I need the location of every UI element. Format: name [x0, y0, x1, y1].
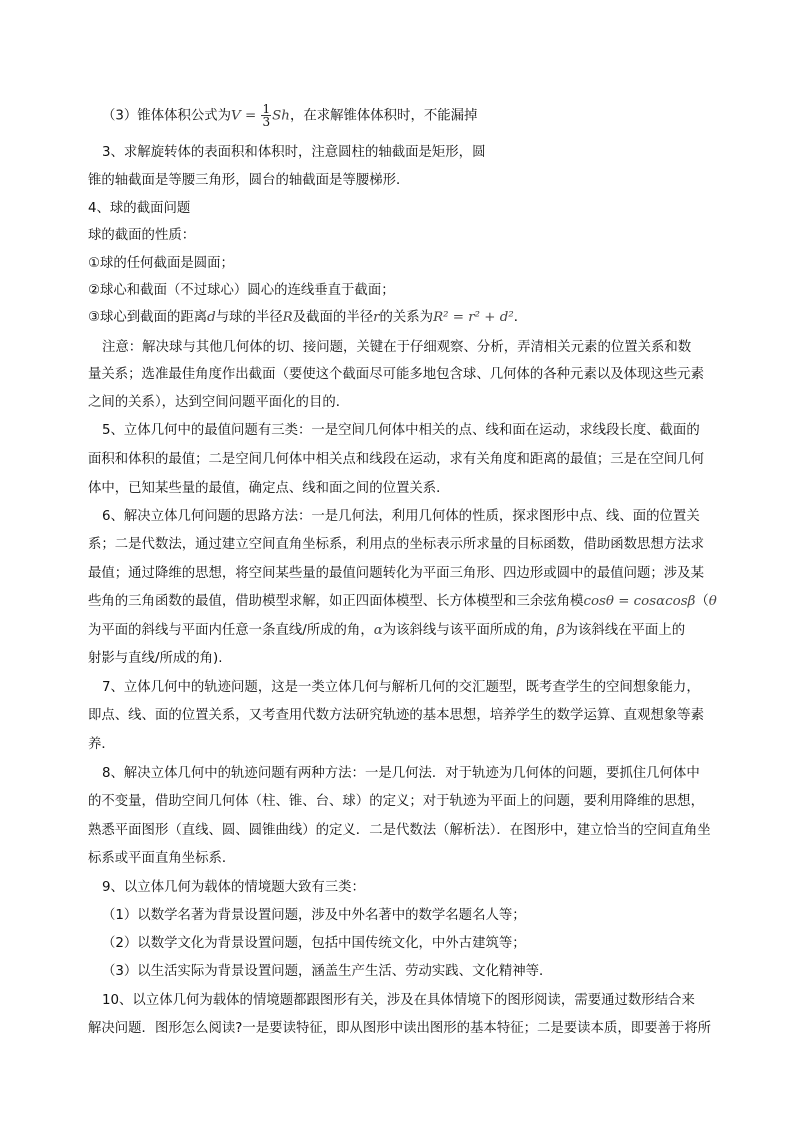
text-segment: ，在求解锥体体积时，不能漏掉	[289, 108, 478, 124]
text-line	[88, 309, 527, 327]
text-line: 养．	[88, 737, 115, 752]
formula: cosθ = cosαcosβ	[583, 594, 696, 609]
fraction: $\frac{1}{3}$	[262, 102, 271, 129]
text-line: 6、解决立体几何问题的思路方法：一是几何法，利用几何体的性质，探求图形中点、线、面的位置关	[102, 509, 700, 524]
text-line: 最值；通过降维的思想，将空间某些量的最值问题转化为平面三角形、四边形或圆中的最值问题；涉及某	[88, 566, 704, 581]
text-line: 即点、线、面的位置关系，又考查用代数方法研究轨迹的基本思想，培养学生的数学运算、直观想象等素	[88, 708, 704, 723]
text-line: 体中，已知某些量的最值，确定点、线和面之间的位置关系．	[88, 481, 450, 496]
text-line: 8、解决立体几何中的轨迹问题有两种方法：一是几何法．对于轨迹为几何体的问题，要抓住几何体中	[102, 766, 700, 781]
text-line: 标系或平面直角坐标系．	[88, 851, 236, 866]
text-segment: 为该斜线与该平面所成的角，	[382, 623, 557, 638]
math-var: r	[373, 310, 380, 325]
math-var: θ	[708, 594, 717, 609]
formula: R² = r² + d²	[433, 310, 514, 325]
text-line	[88, 593, 717, 611]
text-segment: 与球的半径	[215, 310, 283, 325]
text-line: 之间的关系），达到空间问题平面化的目的．	[88, 395, 350, 410]
text-line: 解决问题．图形怎么阅读?一是要读特征，即从图形中读出图形的基本特征；二是要读本质，即要善于将所	[88, 1021, 712, 1036]
text-line: 7、立体几何中的轨迹问题，这是一类立体几何与解析几何的交汇题型，既考查学生的空间想象能力，	[102, 680, 700, 695]
text-line: （2）以数学文化为背景设置问题，包括中国传统文化，中外古建筑等；	[102, 936, 526, 951]
text-line: 5、立体几何中的最值问题有三类：一是空间几何体中相关的点、线和面在运动，求线段长度、截面的	[102, 423, 700, 438]
text-line: 4、球的截面问题	[88, 201, 191, 216]
math-var: β	[556, 623, 565, 638]
text-segment: 及截面的半径	[292, 310, 374, 325]
text-line: ①球的任何截面是圆面；	[88, 256, 234, 271]
text-line: 射影与直线/所成的角).	[88, 651, 223, 666]
formula-v: V =	[231, 108, 257, 124]
text-line	[88, 622, 685, 640]
text-line: 3、求解旋转体的表面积和体积时，注意圆柱的轴截面是矩形，圆	[102, 145, 486, 160]
text-segment: ．	[513, 310, 528, 325]
text-line: 量关系；选准最佳角度作出截面（要使这个截面尽可能多地包含球、几何体的各种元素以及体现这些元素	[88, 367, 704, 382]
text-line: 面积和体积的最值；二是空间几何体中相关点和线段在运动，求有关角度和距离的最值；三是在空间几何	[88, 452, 704, 467]
math-var: d	[207, 310, 216, 325]
text-line	[102, 103, 477, 128]
text-line: ②球心和截面（不过球心）圆心的连线垂直于截面；	[88, 283, 395, 298]
formula-sh: Sh	[272, 108, 290, 124]
text-line: 注意：解决球与其他几何体的切、接问题，关键在于仔细观察、分析，弄清相关元素的位置关系和数	[102, 340, 692, 355]
text-segment: 的关系为	[379, 310, 434, 325]
text-line: 9、以立体几何为载体的情境题大致有三类：	[102, 880, 365, 895]
text-segment: （3）锥体体积公式为	[102, 108, 232, 124]
text-segment: （	[695, 594, 709, 609]
text-line: 系；二是代数法，通过建立空间直角坐标系，利用点的坐标表示所求量的目标函数，借助函数思想方法求	[88, 537, 704, 552]
text-line: 10、以立体几何为载体的情境题都跟图形有关，涉及在具体情境下的图形阅读，需要通过数形结合来	[102, 993, 695, 1008]
text-line: 熟悉平面图形（直线、圆、圆锥曲线）的定义．二是代数法（解析法）．在图形中，建立恰当的空间直角坐	[88, 823, 711, 838]
text-line: （1）以数学名著为背景设置问题，涉及中外名著中的数学名题名人等；	[102, 908, 526, 923]
text-segment: 为该斜线在平面上的	[564, 623, 686, 638]
text-line: （3）以生活实际为背景设置问题，涵盖生产生活、劳动实践、文化精神等．	[102, 964, 553, 979]
text-segment: 些角的三角函数的最值，借助模型求解，如正四面体模型、长方体模型和三余弦角模	[88, 594, 584, 609]
text-segment: ③球心到截面的距离	[88, 310, 208, 325]
text-line: 锥的轴截面是等腰三角形，圆台的轴截面是等腰梯形．	[88, 173, 410, 188]
text-line: 球的截面的性质：	[88, 228, 196, 243]
math-var: α	[373, 623, 383, 638]
math-var: R	[282, 310, 293, 325]
text-line: 的不变量，借助空间几何体（柱、锥、台、球）的定义；对于轨迹为平面上的问题，要利用降维的思想，	[88, 794, 704, 809]
text-segment: 为平面的斜线与平面内任意一条直线/所成的角，	[88, 623, 374, 638]
